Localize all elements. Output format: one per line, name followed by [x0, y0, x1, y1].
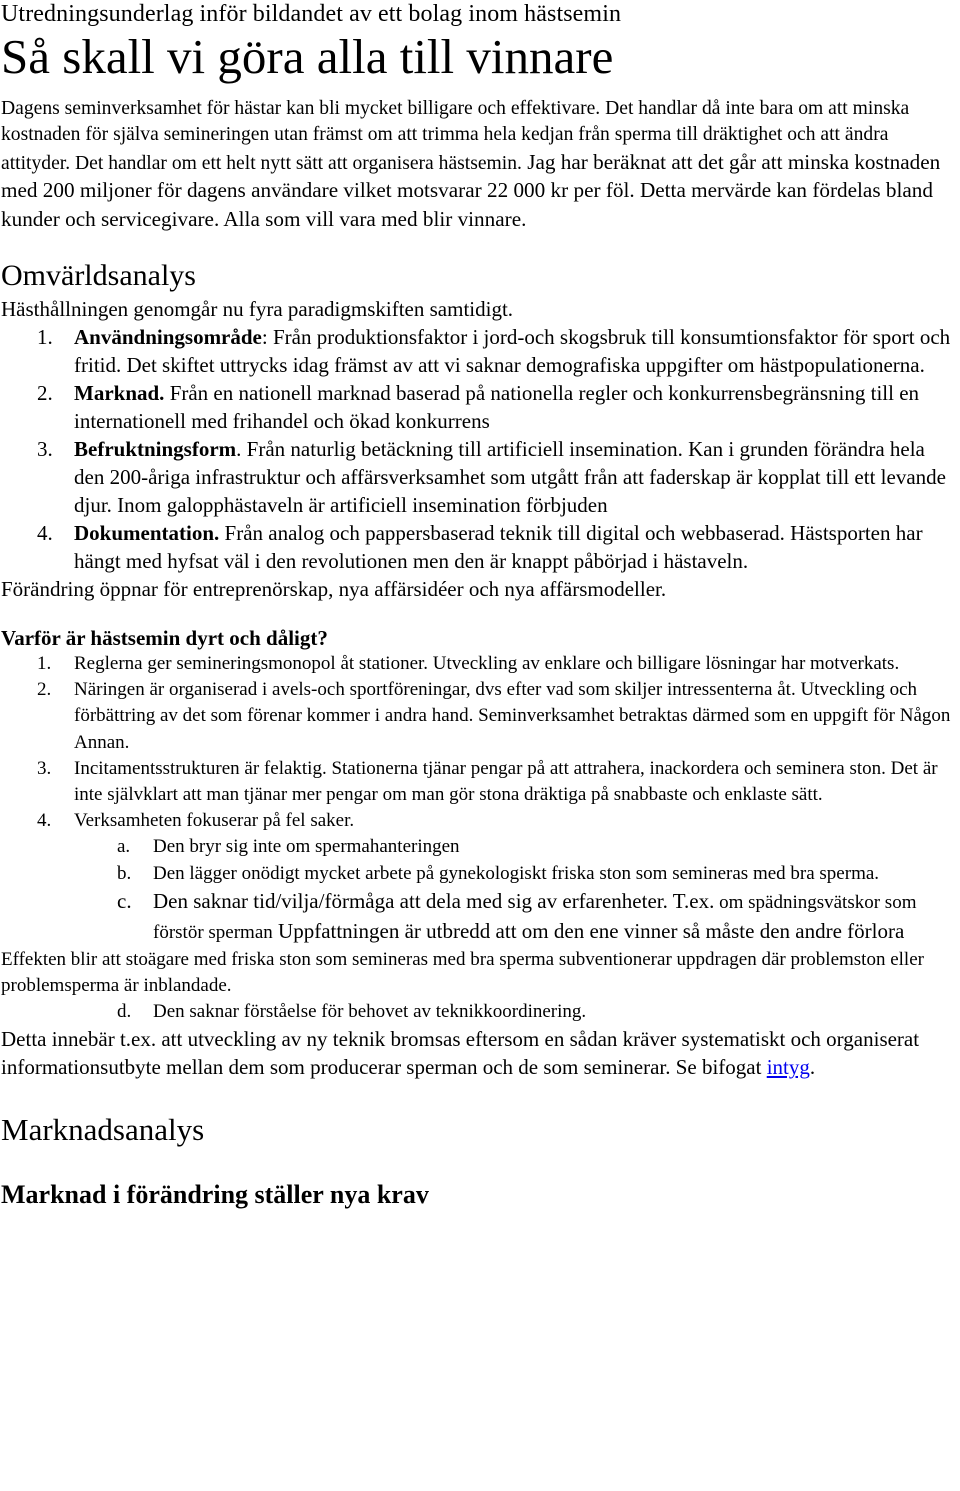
- list-item-text: : Från produktionsfaktor i jord-och skogsbruk till konsumtionsfaktor för sport och fritid. Det skiftet uttrycks idag främst av att vi saknar demografiska uppgifter om hästpopulationerna.: [74, 325, 951, 378]
- list-number: 1.: [37, 325, 53, 350]
- list-number: 2.: [37, 679, 52, 701]
- list-item: [1, 677, 959, 756]
- why-heading: Varför är hästsemin dyrt och dåligt?: [1, 626, 328, 651]
- document-title: Så skall vi göra alla till vinnare: [1, 29, 614, 84]
- conclusion-end: .: [809, 1055, 816, 1080]
- list-item-text: Reglerna ger semineringsmonopol åt stationer. Utveckling av enklare och billigare lösningar har motverkats.: [74, 653, 900, 675]
- problem-list: [1, 651, 959, 947]
- omvarld-closing: Förändring öppnar för entreprenörskap, nya affärsidéer och nya affärsmodeller.: [1, 577, 667, 602]
- list-item: [1, 323, 959, 379]
- intro-text-part1: Dagens seminverksamhet för hästar kan bli mycket billigare och effektivare. Det handlar då inte bara om att minska kostnaden för själva semineringen utan främst om att trimma hela kedjan från sperma till dräktighet och att ändra attityder. Det handlar om ett helt nytt sätt att organisera hästsemin.: [1, 98, 910, 174]
- intyg-link[interactable]: intyg: [766, 1055, 810, 1080]
- list-item-text: Från en nationell marknad baserad på nationella regler och konkurrensbegränsning till en internationell med frihandel och ökad konkurrens: [74, 381, 920, 434]
- list-item: [1, 519, 959, 575]
- intro-text-part2: Jag har beräknat att det går att minska kostnaden med 200 miljoner för dagens användare vilket motsvarar 22 000 kr per föl. Detta mervärde kan fördelas bland kunder och servicegivare. Alla som vill vara med blir vinnare.: [1, 149, 941, 231]
- sub-list-text: Den saknar förståelse för behovet av teknikkoordinering.: [153, 1001, 587, 1023]
- paradigm-shift-list: [1, 323, 959, 575]
- sub-list-letter: d.: [117, 1001, 132, 1023]
- list-item: [1, 651, 959, 677]
- list-item: [1, 379, 959, 435]
- market-subheading: Marknad i förändring ställer nya krav: [1, 1180, 429, 1210]
- sub-list-text: Den lägger onödigt mycket arbete på gynekologiskt friska ston som semineras med bra sperma.: [153, 862, 880, 884]
- sub-list-text: om spädningsvätskor som förstör sperman: [153, 891, 917, 943]
- list-number: 4.: [37, 521, 53, 546]
- document-page: [1, 0, 959, 1211]
- list-number: 4.: [37, 810, 52, 832]
- list-number: 3.: [37, 757, 52, 779]
- sub-list-item: [1, 887, 959, 947]
- list-item-text: Verksamheten fokuserar på fel saker.: [74, 810, 355, 832]
- sub-list-text: Den saknar tid/vilja/förmåga att dela med sig av erfarenheter. T.ex.: [153, 888, 715, 913]
- omvarld-lead: Hästhållningen genomgår nu fyra paradigmskiften samtidigt.: [1, 297, 514, 322]
- omvarld-heading: Omvärldsanalys: [1, 259, 196, 293]
- list-item-term: Befruktningsform: [74, 437, 237, 462]
- effect-paragraph: Effekten blir att stoägare med friska ston som semineras med bra sperma subventionerar uppdragen där problemston eller problemsperma är inblandade.: [1, 948, 924, 997]
- list-item-term: Användningsområde: [74, 325, 262, 350]
- sub-list-letter: c.: [117, 888, 132, 913]
- list-item-text: . Från naturlig betäckning till artificiell insemination. Kan i grunden förändra hela den 200-åriga infrastruktur och affärsverksamhet som utgått från att faderskap är kopplat till ett levande djur. Inom galopphästaveln är artificiell insemination förbjuden: [74, 437, 946, 518]
- list-item-text: Från analog och pappersbaserad teknik till digital och webbaserad. Hästsporten har hängt med hyfsat väl i den revolutionen men den är knappt påbörjad i hästaveln.: [74, 521, 923, 574]
- sub-list-letter: a.: [117, 836, 131, 858]
- list-item: [1, 756, 959, 808]
- conclusion-paragraph: [1, 1025, 959, 1081]
- sub-list-text: Den bryr sig inte om spermahanteringen: [153, 836, 460, 858]
- list-item-term: Dokumentation.: [74, 521, 220, 546]
- sub-list: [74, 834, 959, 946]
- intro-paragraph: [1, 96, 959, 234]
- sub-list-item: [1, 861, 959, 887]
- list-item-term: Marknad.: [74, 381, 165, 406]
- sub-list-item: [1, 834, 959, 860]
- conclusion-text: Detta innebär t.ex. att utveckling av ny teknik bromsas eftersom en sådan kräver systematiskt och organiserat informationsutbyte mellan dem som producerar sperman och de som seminerar. Se bifogat: [1, 1027, 920, 1080]
- sub-list-item: [1, 999, 959, 1025]
- sub-list-text: Uppfattningen är utbredd att om den ene vinner så måste den andre förlora: [272, 918, 905, 943]
- list-number: 1.: [37, 653, 52, 675]
- list-number: 2.: [37, 381, 53, 406]
- list-number: 3.: [37, 437, 53, 462]
- list-item: [1, 435, 959, 519]
- document-pre-title: Utredningsunderlag inför bildandet av ett bolag inom hästsemin: [1, 1, 622, 27]
- market-heading: Marknadsanalys: [1, 1112, 205, 1148]
- list-item-text: Incitamentsstrukturen är felaktig. Stationerna tjänar pengar på att attrahera, inackordera och seminera ston. Det är inte självklart att man tjänar mer pengar om man gör stona dräktiga på snabbaste och enklaste sätt.: [74, 757, 938, 806]
- sub-list-letter: b.: [117, 862, 132, 884]
- list-item-text: Näringen är organiserad i avels-och sportföreningar, dvs efter vad som skiljer intressenterna åt. Utveckling och förbättring av det som förenar kommer i andra hand. Seminverksamhet betraktas därmed som en uppgift för Någon Annan.: [74, 679, 951, 753]
- list-item: [1, 808, 959, 947]
